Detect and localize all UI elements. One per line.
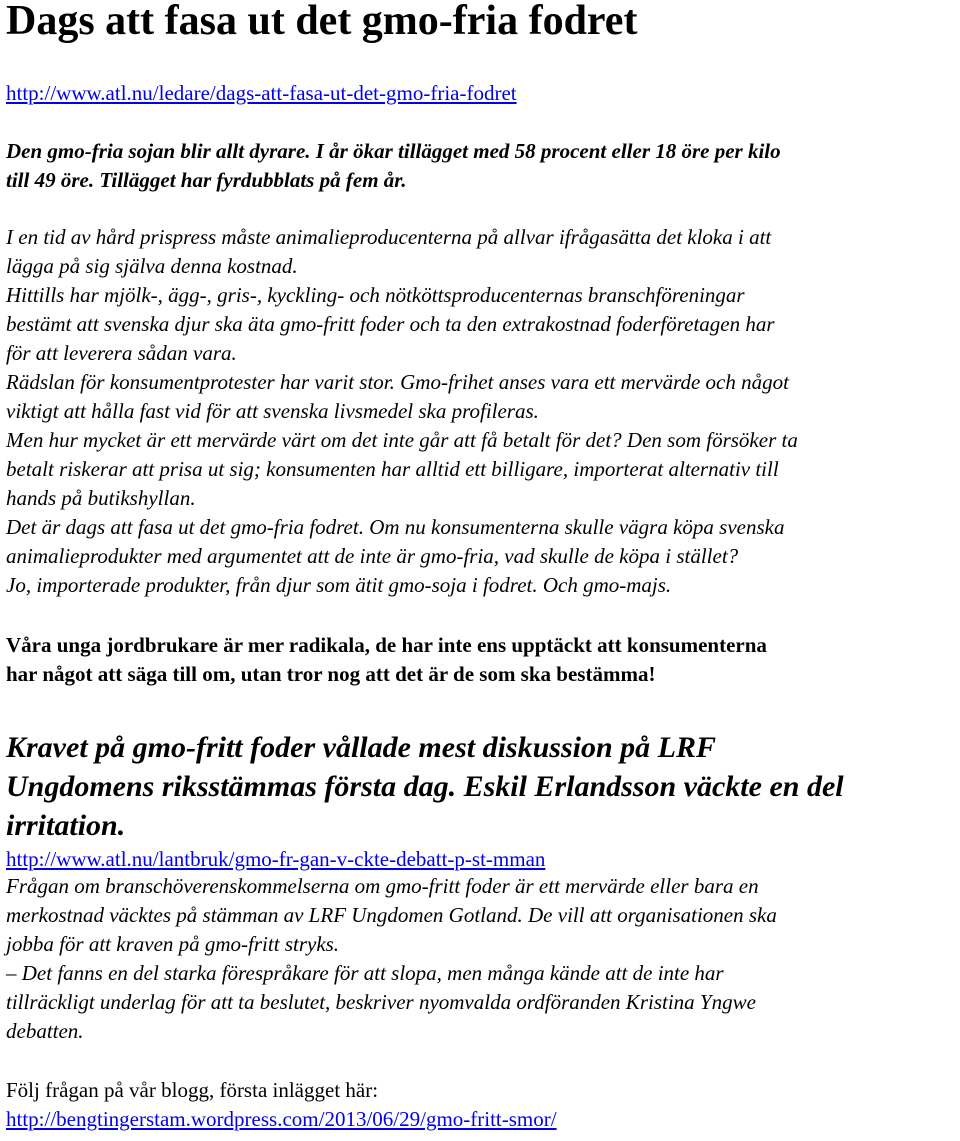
page-title: Dags att fasa ut det gmo-fria fodret <box>6 0 638 44</box>
article-body <box>6 872 777 1046</box>
subheading-line: Ungdomens riksstämmas första dag. Eskil Erlandsson väckte en del <box>6 770 844 803</box>
editorial-line: Rädslan för konsumentprotester har varit stor. Gmo-frihet anses vara ett mervärde och något <box>6 370 789 394</box>
editorial-line: bestämt att svenska djur ska äta gmo-fritt foder och ta den extrakostnad foderföretagen har <box>6 312 775 336</box>
editorial-line: Det är dags att fasa ut det gmo-fria fodret. Om nu konsumenterna skulle vägra köpa svenska <box>6 515 785 539</box>
editorial-line: viktigt att hålla fast vid för att svenska livsmedel ska profileras. <box>6 399 539 423</box>
subheading-line: Kravet på gmo-fritt foder vållade mest diskussion på LRF <box>6 731 716 764</box>
article-line: jobba för att kraven på gmo-fritt stryks. <box>6 932 340 956</box>
article-link[interactable]: http://www.atl.nu/lantbruk/gmo-fr-gan-v-ckte-debatt-p-st-mman <box>6 847 546 871</box>
editorial-line: Jo, importerade produkter, från djur som ätit gmo-soja i fodret. Och gmo-majs. <box>6 573 672 597</box>
article-line: Frågan om branschöverenskommelserna om gmo-fritt foder är ett mervärde eller bara en <box>6 874 759 898</box>
editorial-line: lägga på sig själva denna kostnad. <box>6 254 298 278</box>
lead-paragraph <box>6 137 781 195</box>
editorial-line: betalt riskerar att prisa ut sig; konsumenten har alltid ett billigare, importerat alternativ till <box>6 457 779 481</box>
article-line: tillräckligt underlag för att ta beslutet, beskriver nyomvalda ordföranden Kristina Yngwe <box>6 990 756 1014</box>
article-line: – Det fanns en del starka förespråkare för att slopa, men många kände att de inte har <box>6 961 724 985</box>
editorial-line: för att leverera sådan vara. <box>6 341 237 365</box>
lead-line: till 49 öre. Tillägget har fyrdubblats på fem år. <box>6 168 407 192</box>
blog-intro: Följ frågan på vår blogg, första inlägget här: <box>6 1078 379 1102</box>
article-line: merkostnad väcktes på stämman av LRF Ungdomen Gotland. De vill att organisationen ska <box>6 903 777 927</box>
editorial-line: hands på butikshyllan. <box>6 486 196 510</box>
comment-paragraph <box>6 631 767 689</box>
subheading-line: irritation. <box>6 809 126 842</box>
editorial-line: animalieprodukter med argumentet att de inte är gmo-fria, vad skulle de köpa i stället? <box>6 544 739 568</box>
editorial-line: Men hur mycket är ett mervärde värt om det inte går att få betalt för det? Den som försöker ta <box>6 428 798 452</box>
article-line: debatten. <box>6 1019 84 1043</box>
comment-line: har något att säga till om, utan tror nog att det är de som ska bestämma! <box>6 662 656 686</box>
article-subheading <box>6 728 844 845</box>
comment-line: Våra unga jordbrukare är mer radikala, de har inte ens upptäckt att konsumenterna <box>6 633 767 657</box>
blog-link[interactable]: http://bengtingerstam.wordpress.com/2013/06/29/gmo-fritt-smor/ <box>6 1107 557 1131</box>
editorial-line: Hittills har mjölk-, ägg-, gris-, kyckling- och nötköttsproducenternas branschföreningar <box>6 283 745 307</box>
editorial-body <box>6 223 798 600</box>
lead-line: Den gmo-fria sojan blir allt dyrare. I år ökar tillägget med 58 procent eller 18 öre per kilo <box>6 139 781 163</box>
editorial-line: I en tid av hård prispress måste animalieproducenterna på allvar ifrågasätta det kloka i att <box>6 225 772 249</box>
editorial-link[interactable]: http://www.atl.nu/ledare/dags-att-fasa-ut-det-gmo-fria-fodret <box>6 81 517 105</box>
